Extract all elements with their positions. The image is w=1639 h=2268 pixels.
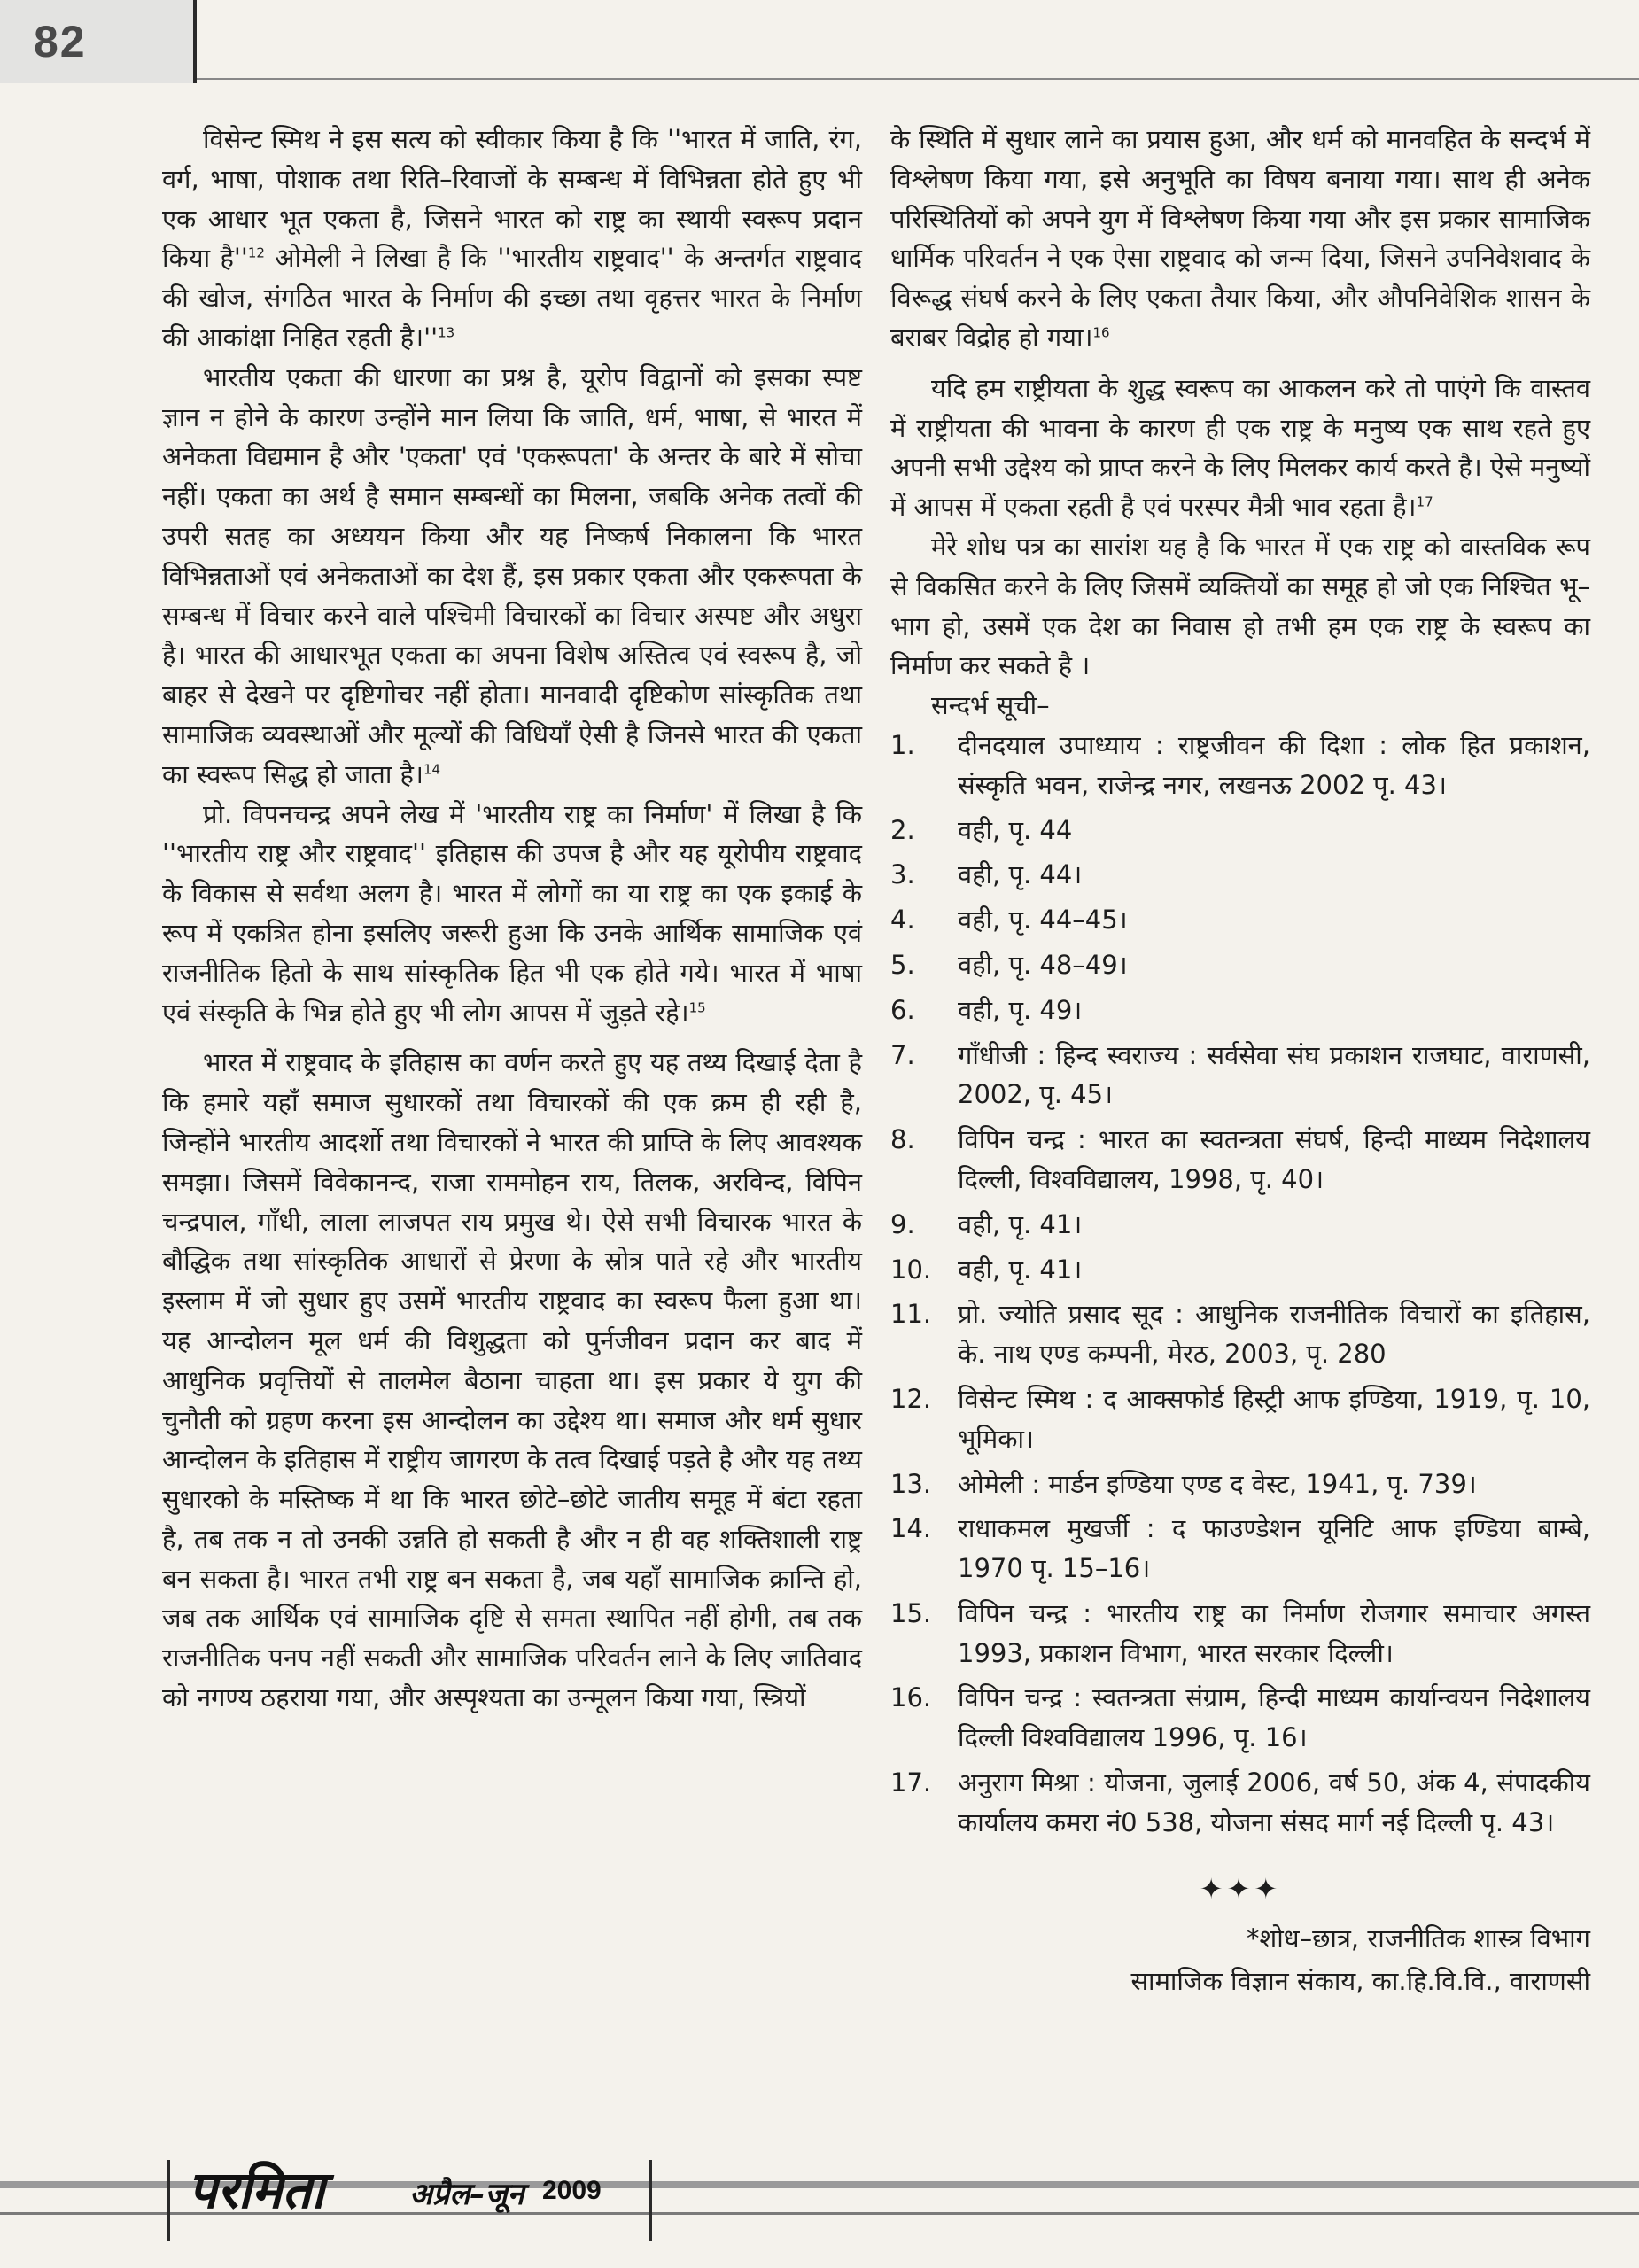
reference-number: 2. bbox=[890, 814, 915, 845]
right-paragraph-1 bbox=[890, 120, 1590, 358]
reference-number: 17. bbox=[890, 1767, 932, 1798]
references-title: सन्दर्भ सूची– bbox=[931, 690, 1050, 721]
reference-text: विपिन चन्द्र : भारत का स्वतन्त्रता संघर्ष, हिन्दी माध्यम निदेशालय दिल्ली, विश्वविद्यालय, 1998, पृ. 40। bbox=[958, 1124, 1590, 1194]
reference-number: 13. bbox=[890, 1468, 932, 1499]
reference-number: 11. bbox=[890, 1299, 932, 1330]
reference-item bbox=[890, 1205, 1590, 1245]
reference-text: वही, पृ. 41। bbox=[958, 1254, 1083, 1285]
reference-item bbox=[890, 900, 1590, 940]
header-rule bbox=[197, 78, 1639, 80]
left-paragraph-2 bbox=[162, 358, 862, 795]
reference-text: विपिन चन्द्र : भारतीय राष्ट्र का निर्माण रोजगार समाचार अगस्त 1993, प्रकाशन विभाग, भारत सरकार दिल्ली। bbox=[958, 1597, 1590, 1668]
reference-number: 10. bbox=[890, 1254, 932, 1285]
reference-item bbox=[890, 855, 1590, 895]
author-affiliation-2: सामाजिक विज्ञान संकाय, का.हि.वि.वि., वाराणसी bbox=[1130, 1966, 1590, 1997]
reference-number: 8. bbox=[890, 1124, 915, 1155]
footnote-ref: 17 bbox=[1416, 493, 1433, 510]
reference-number: 12. bbox=[890, 1383, 932, 1414]
reference-number: 7. bbox=[890, 1039, 915, 1070]
reference-text: वही, पृ. 44। bbox=[958, 859, 1083, 890]
reference-text: प्रो. ज्योति प्रसाद सूद : आधुनिक राजनीतिक विचारों का इतिहास, के. नाथ एण्ड कम्पनी, मेरठ, 2003, पृ. 280 bbox=[958, 1299, 1590, 1370]
footnote-ref: 14 bbox=[423, 761, 441, 778]
reference-number: 9. bbox=[890, 1208, 915, 1239]
reference-number: 1. bbox=[890, 729, 915, 760]
reference-number: 5. bbox=[890, 949, 915, 980]
reference-item bbox=[890, 1250, 1590, 1290]
right-p2-text: यदि हम राष्ट्रीयता के शुद्ध स्वरूप का आकलन करे तो पाएंगे कि वास्तव में राष्ट्रीयता की भावना के कारण ही एक राष्ट्र के मनुष्य एक साथ रहते हुए अपनी सभी उद्देश्य को प्राप्त करने के लिए मिलकर कार्य करते है। ऐसे मनुष्यों में आपस में एकता रहती है एवं परस्पर मैत्री भाव रहता है। bbox=[890, 372, 1590, 523]
reference-item bbox=[890, 1678, 1590, 1758]
left-p1b-text: ओमेली ने लिखा है कि ''भारतीय राष्ट्रवाद'' के अन्तर्गत राष्ट्रवाद की खोज, संगठित भारत के निर्माण की इच्छा तथा वृहत्तर भारत के निर्माण की आकांक्षा निहित रहती है।'' bbox=[162, 243, 862, 353]
reference-text: विसेन्ट स्मिथ : द आक्सफोर्ड हिस्ट्री आफ इण्डिया, 1919, पृ. 10, भूमिका। bbox=[958, 1383, 1590, 1454]
issue-months: अप्रैल–जून bbox=[409, 2177, 524, 2212]
magazine-name: परमिता bbox=[188, 2160, 325, 2220]
reference-item bbox=[890, 1294, 1590, 1374]
left-column bbox=[162, 120, 862, 1718]
reference-text: वही, पृ. 41। bbox=[958, 1208, 1083, 1239]
reference-item bbox=[890, 1594, 1590, 1674]
reference-number: 14. bbox=[890, 1513, 932, 1544]
reference-text: वही, पृ. 49। bbox=[958, 994, 1083, 1025]
reference-item bbox=[890, 811, 1590, 850]
left-paragraph-3 bbox=[162, 795, 862, 1033]
reference-item bbox=[890, 1509, 1590, 1588]
reference-text: वही, पृ. 44–45। bbox=[958, 905, 1128, 936]
reference-text: ओमेली : मार्डन इण्डिया एण्ड द वेस्ट, 1941, पृ. 739। bbox=[958, 1468, 1477, 1499]
section-end-ornament: ✦✦✦ bbox=[1199, 1871, 1282, 1906]
reference-item bbox=[890, 1120, 1590, 1200]
footer-divider-left bbox=[167, 2160, 170, 2241]
right-p3-text: मेरे शोध पत्र का सारांश यह है कि भारत में एक राष्ट्र को वास्तविक रूप से विकसित करने के लिए जिसमें व्यक्तियों का समूह हो जो एक निश्चित भू–भाग हो, उसमें एक देश का निवास हो तभी हम एक राष्ट्र के स्वरूप का निर्माण कर सकते है । bbox=[890, 531, 1590, 681]
reference-text: राधाकमल मुखर्जी : द फाउण्डेशन यूनिटि आफ इण्डिया बाम्बे, 1970 पृ. 15–16। bbox=[958, 1513, 1590, 1584]
reference-text: विपिन चन्द्र : स्वतन्त्रता संग्राम, हिन्दी माध्यम कार्यान्वयन निदेशालय दिल्ली विश्वविद्यालय 1996, पृ. 16। bbox=[958, 1682, 1590, 1753]
reference-text: गाँधीजी : हिन्द स्वराज्य : सर्वसेवा संघ प्रकाशन राजघाट, वाराणसी, 2002, पृ. 45। bbox=[958, 1039, 1590, 1110]
reference-number: 6. bbox=[890, 994, 915, 1025]
references-list bbox=[890, 726, 1590, 1843]
reference-item bbox=[890, 1763, 1590, 1843]
reference-number: 15. bbox=[890, 1597, 932, 1628]
footer-divider-right bbox=[649, 2160, 652, 2241]
footnote-ref: 13 bbox=[438, 324, 455, 341]
page-number: 82 bbox=[34, 17, 87, 66]
reference-text: दीनदयाल उपाध्याय : राष्ट्रजीवन की दिशा : लोक हित प्रकाशन, संस्कृति भवन, राजेन्द्र नगर, लखनऊ 2002 पृ. 43। bbox=[958, 729, 1590, 800]
reference-text: अनुराग मिश्रा : योजना, जुलाई 2006, वर्ष 50, अंक 4, संपादकीय कार्यालय कमरा नं0 538, योजना संसद मार्ग नई दिल्ली पृ. 43। bbox=[958, 1767, 1590, 1837]
reference-item bbox=[890, 945, 1590, 985]
issue-year: 2009 bbox=[542, 2176, 602, 2205]
left-p1-text: विसेन्ट स्मिथ ने इस सत्य को स्वीकार किया है कि ''भारत में जाति, रंग, वर्ग, भाषा, पोशाक तथा रिति–रिवाजों के सम्बन्ध में विभिन्नता होते हुए भी एक आधार भूत एकता है, जिसने भारत को राष्ट्र का स्थायी स्वरूप प्रदान किया है'' bbox=[162, 124, 862, 274]
left-p2-text: भारतीय एकता की धारणा का प्रश्न है, यूरोप विद्वानों को इसका स्पष्ट ज्ञान न होने के कारण उन्होंने मान लिया कि जाति, धर्म, भाषा, से भारत में अनेकता विद्यमान है और 'एकता' एवं 'एकरूपता' के अन्तर के बारे में सोचा नहीं। एकता का अर्थ है समान सम्बन्धों का मिलना, जबकि अनेक तत्वों की उपरी सतह का अध्ययन किया और यह निष्कर्ष निकालना कि भारत विभिन्नताओं एवं अनेकताओं का देश हैं, इस प्रकार एकता और एकरूपता के सम्बन्ध में विचार करने वाले पश्चिमी विचारकों का विचार अस्पष्ट और अधुरा है। भारत की आधारभूत एकता का अपना विशेष अस्तित्व एवं स्वरूप है, जो बाहर से देखने पर दृष्टिगोचर नहीं होता। मानवादी दृष्टिकोण सांस्कृतिक तथा सामाजिक व्यवस्थाओं और मूल्यों की विधियाँ ऐसी है जिनसे भारत की एकता का स्वरूप सिद्ध हो जाता है। bbox=[162, 361, 862, 789]
left-p3-text: प्रो. विपनचन्द्र अपने लेख में 'भारतीय राष्ट्र का निर्माण' में लिखा है कि ''भारतीय राष्ट्र और राष्ट्रवाद'' इतिहास की उपज है और यह यूरोपीय राष्ट्रवाद के विकास से सर्वथा अलग है। भारत में लोगों का या राष्ट्र का एक इकाई के रूप में एकत्रित होना इसलिए जरूरी हुआ कि उनके आर्थिक सामाजिक एवं राजनीतिक हितो के साथ सांस्कृतिक हित भी एक होते गये। भारत में भाषा एवं संस्कृति के भिन्न होते हुए भी लोग आपस में जुड़ते रहे। bbox=[162, 798, 862, 1028]
reference-number: 16. bbox=[890, 1682, 932, 1713]
footnote-ref: 16 bbox=[1092, 324, 1110, 341]
author-affiliation-1: *शोध–छात्र, राजनीतिक शास्त्र विभाग bbox=[1247, 1923, 1590, 1954]
right-p1-text: के स्थिति में सुधार लाने का प्रयास हुआ, और धर्म को मानवहित के सन्दर्भ में विश्लेषण किया गया, इसे अनुभूति का विषय बनाया गया। साथ ही अनेक परिस्थितियों को अपने युग में विश्लेषण किया गया और इस प्रकार सामाजिक धार्मिक परिवर्तन ने एक ऐसा राष्ट्रवाद को जन्म दिया, जिसने उपनिवेशवाद के विरूद्ध संघर्ष करने के लिए एकता तैयार किया, और औपनिवेशिक शासन के बराबर विद्रोह हो गया। bbox=[890, 124, 1590, 353]
right-paragraph-2 bbox=[890, 369, 1590, 527]
reference-number: 4. bbox=[890, 905, 915, 936]
right-column bbox=[890, 120, 1590, 2002]
left-paragraph-4 bbox=[162, 1043, 862, 1718]
reference-item bbox=[890, 990, 1590, 1030]
reference-item bbox=[890, 1379, 1590, 1459]
reference-number: 3. bbox=[890, 859, 915, 890]
left-p4-text: भारत में राष्ट्रवाद के इतिहास का वर्णन करते हुए यह तथ्य दिखाई देता है कि हमारे यहाँ समाज सुधारकों तथा विचारकों की एक क्रम ही रही है, जिन्होंने भारतीय आदर्शो तथा विचारकों ने भारत की प्राप्ति के लिए आवश्यक समझा। जिसमें विवेकानन्द, राजा राममोहन राय, तिलक, अरविन्द, विपिन चन्द्रपाल, गाँधी, लाला लाजपत राय प्रमुख थे। ऐसे सभी विचारक भारत के बौद्धिक तथा सांस्कृतिक आधारों से प्रेरणा के स्रोत्र पाते रहे और भारतीय इस्लाम में जो सुधार हुए उसमें भारतीय राष्ट्रवाद का स्वरूप फैला हुआ था। यह आन्दोलन मूल धर्म की विशुद्धता को पुर्नजीवन प्रदान कर बाद में आधुनिक प्रवृत्तियों से तालमेल बैठाना चाहता था। इस प्रकार ये युग की चुनौती को ग्रहण करना इस आन्दोलन का उद्देश्य था। समाज और धर्म सुधार आन्दोलन के इतिहास में राष्ट्रीय जागरण के तत्व दिखाई पड़ते है और यह तथ्य सुधारको के मस्तिष्क में था कि भारत छोटे–छोटे जातीय समूह में बंटा रहता है, तब तक न तो उनकी उन्नति हो सकती है और न ही वह शक्तिशाली राष्ट्र बन सकता है। भारत तभी राष्ट्र बन सकता है, जब यहाँ सामाजिक क्रान्ति हो, जब तक आर्थिक एवं सामाजिक दृष्टि से समता स्थापित नहीं होगी, तब तक राजनीतिक पनप नहीं सकती और सामाजिक परिवर्तन लाने के लिए जातिवाद को नगण्य ठहराया गया, और अस्पृश्यता का उन्मूलन किया गया, स्त्रियों bbox=[162, 1047, 862, 1713]
reference-text: वही, पृ. 44 bbox=[958, 814, 1073, 845]
reference-text: वही, पृ. 48–49। bbox=[958, 949, 1128, 980]
reference-item bbox=[890, 1036, 1590, 1115]
reference-item bbox=[890, 726, 1590, 805]
reference-item bbox=[890, 1464, 1590, 1504]
footnote-ref: 15 bbox=[688, 998, 706, 1015]
left-paragraph-1 bbox=[162, 120, 862, 358]
page-number-box bbox=[0, 0, 197, 83]
right-paragraph-3 bbox=[890, 527, 1590, 686]
footnote-ref: 12 bbox=[247, 245, 265, 261]
